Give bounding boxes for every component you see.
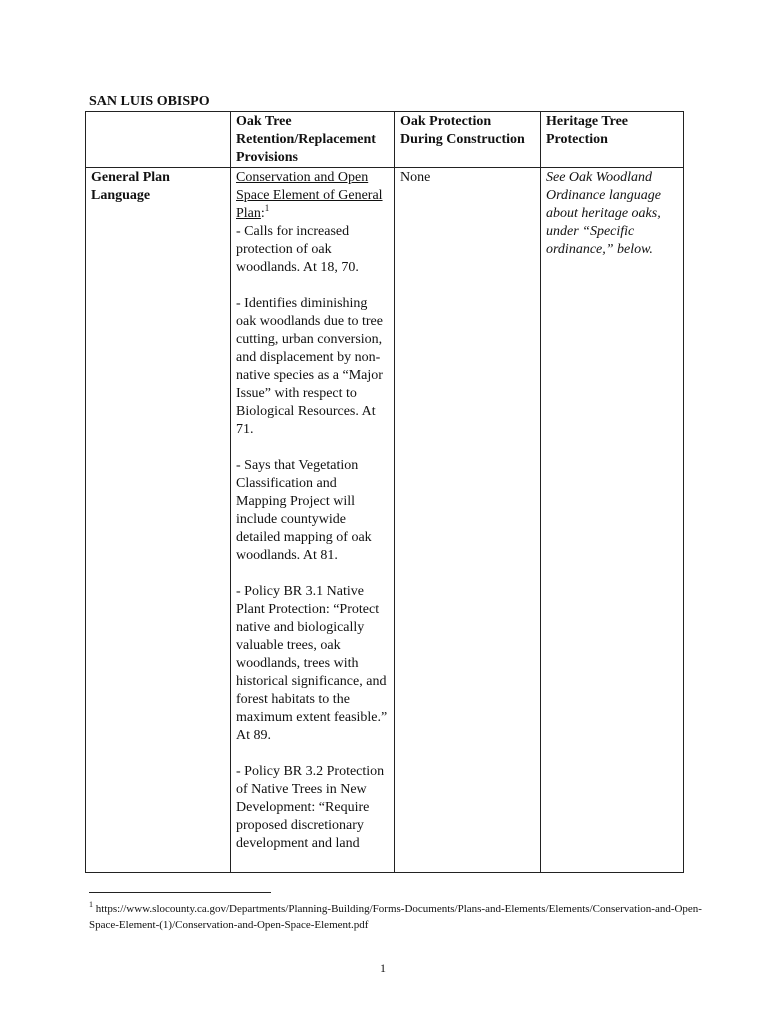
row-label: General Plan Language bbox=[86, 168, 231, 873]
table-header-row bbox=[86, 112, 684, 168]
source-suffix: : bbox=[260, 206, 265, 221]
page-number: 1 bbox=[380, 961, 386, 975]
retention-paragraph: - Policy BR 3.1 Native Plant Protection: “Protect native and biologically valuable trees, oak woodlands, trees with historical significance, and forest habitats to the maximum extent feasible.” At 89. bbox=[236, 584, 388, 743]
footnote bbox=[89, 901, 729, 933]
retention-source bbox=[236, 169, 389, 277]
footnote-marker: 1 bbox=[89, 900, 93, 909]
source-link[interactable]: Conservation and Open Space Element of General Plan bbox=[236, 170, 383, 221]
header-empty-cell bbox=[86, 112, 231, 168]
construction-cell: None bbox=[395, 168, 541, 873]
comparison-table bbox=[85, 111, 684, 873]
heritage-cell: See Oak Woodland Ordinance language about heritage oaks, under “Specific ordinance,” below. bbox=[541, 168, 684, 873]
header-retention: Oak Tree Retention/Replacement Provisions bbox=[231, 112, 395, 168]
footnote-text[interactable]: https://www.slocounty.ca.gov/Departments/Planning-Building/Forms-Documents/Plans-and-Elements/Elements/Conservation-and-Open-Space-Element-(1)/Conservation-and-Open-Space-Element.pdf bbox=[89, 903, 702, 931]
retention-paragraph: - Identifies diminishing oak woodlands due to tree cutting, urban conversion, and displacement by non-native species as a “Major Issue” with respect to Biological Resources. At 71. bbox=[236, 296, 383, 437]
retention-paragraph: - Calls for increased protection of oak woodlands. At 18, 70. bbox=[236, 224, 359, 275]
footnote-divider bbox=[89, 892, 271, 893]
retention-paragraph: - Policy BR 3.2 Protection of Native Trees in New Development: “Require proposed discretionary development and land bbox=[236, 764, 385, 851]
header-heritage: Heritage Tree Protection bbox=[541, 112, 684, 168]
document-heading: SAN LUIS OBISPO bbox=[89, 94, 210, 109]
retention-paragraph: - Says that Vegetation Classification and Mapping Project will include countywide detailed mapping of oak woodlands. At 81. bbox=[236, 458, 372, 563]
header-construction: Oak Protection During Construction bbox=[395, 112, 541, 168]
footnote-ref: 1 bbox=[264, 203, 270, 213]
retention-cell bbox=[231, 168, 395, 873]
table-row bbox=[86, 168, 684, 873]
